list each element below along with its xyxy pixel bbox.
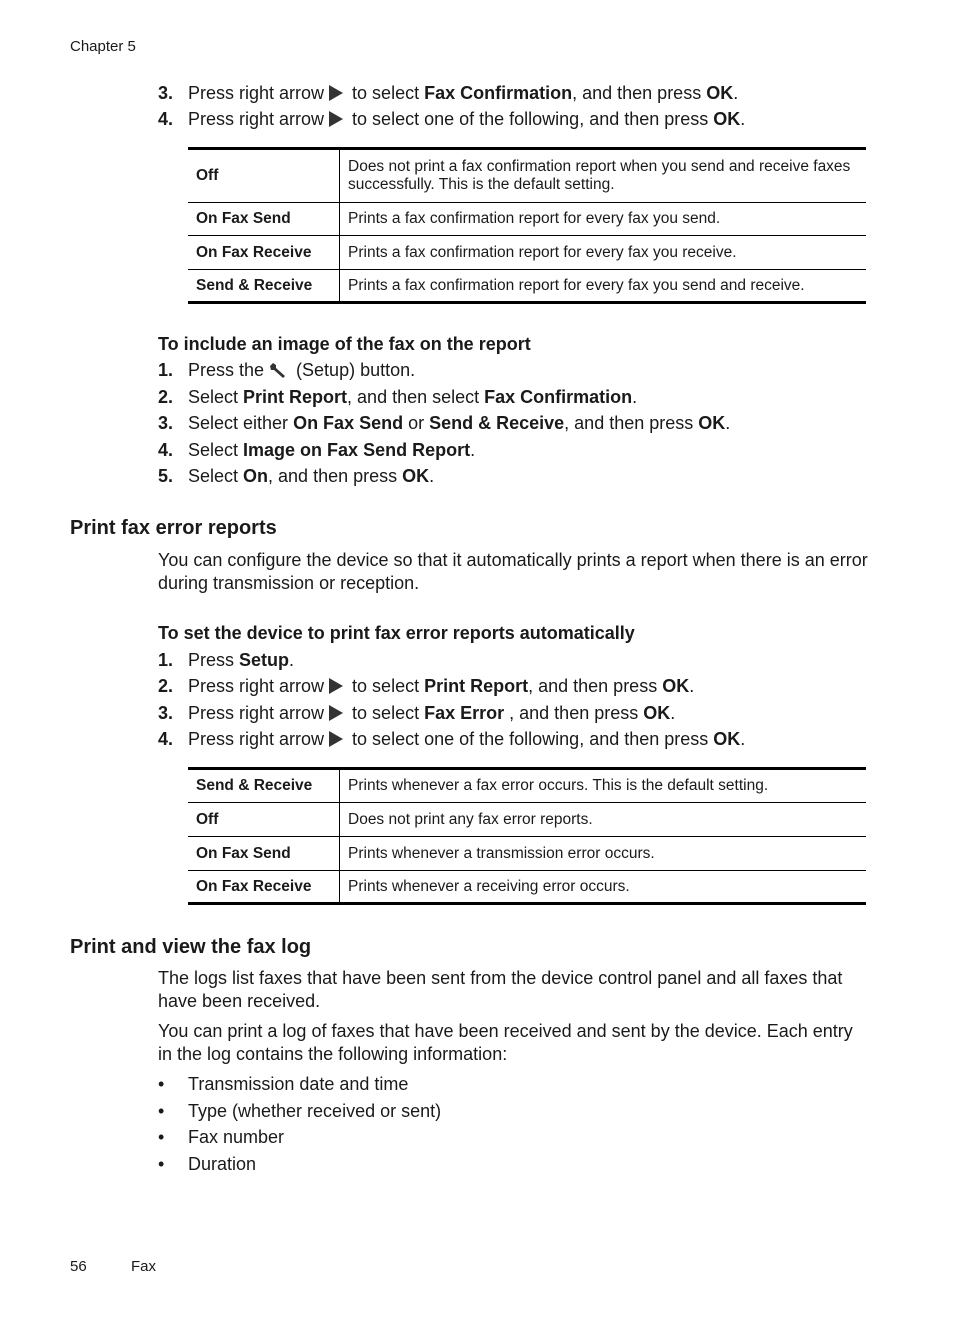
option-description: Does not print a fax confirmation report when you send and receive faxes successfully. This is the default setting. <box>340 149 867 203</box>
right-arrow-icon <box>329 85 343 101</box>
section-heading-fax-log: Print and view the fax log <box>70 936 312 958</box>
table-row <box>188 803 866 837</box>
option-name: Off <box>188 149 340 203</box>
step-4-select-error-option: 4. Press right arrow to select one of the following, and then press OK. <box>158 729 746 749</box>
step-3-select-fax-error: 3. Press right arrow to select Fax Error , and then press OK. <box>158 703 676 723</box>
list-item: • Transmission date and time <box>158 1074 409 1094</box>
fax-error-options-table <box>188 767 866 905</box>
list-item: • Fax number <box>158 1127 285 1147</box>
chapter-header: Chapter 5 <box>70 38 136 55</box>
page-number: 56 <box>70 1258 87 1275</box>
option-name: On Fax Receive <box>188 871 340 904</box>
wrench-setup-icon <box>269 362 287 384</box>
right-arrow-icon <box>329 705 343 721</box>
step-1-press-setup: 1. Press the (Setup) button. <box>158 359 415 384</box>
table-row <box>188 270 866 303</box>
option-name: On Fax Send <box>188 837 340 871</box>
fax-log-paragraph-2: You can print a log of faxes that have been received and sent by the device. Each entry in the log contains the following information: <box>158 1021 853 1064</box>
table-row <box>188 769 866 803</box>
option-description: Does not print any fax error reports. <box>340 803 867 837</box>
table-row <box>188 149 866 203</box>
option-name: Send & Receive <box>188 769 340 803</box>
step-1-press-setup-button: 1. Press Setup. <box>158 650 295 670</box>
procedure-title-include-image: To include an image of the fax on the report <box>158 334 531 354</box>
error-reports-intro: You can configure the device so that it automatically prints a report when there is an error during transmission or reception. <box>158 550 868 593</box>
step-4-select-option: 4. Press right arrow to select one of the following, and then press OK. <box>158 109 746 129</box>
option-description: Prints whenever a fax error occurs. This is the default setting. <box>340 769 867 803</box>
table-row <box>188 236 866 270</box>
footer-label: Fax <box>131 1258 157 1275</box>
step-3-fax-confirmation: 3. Press right arrow to select Fax Confirmation, and then press OK. <box>158 83 739 103</box>
procedure-title-error-reports: To set the device to print fax error reports automatically <box>158 623 635 643</box>
table-row <box>188 203 866 236</box>
step-2-select-print-report: 2. Press right arrow to select Print Report, and then press OK. <box>158 676 695 696</box>
step-4-image-on-send-report: 4. Select Image on Fax Send Report. <box>158 440 476 460</box>
option-name: On Fax Send <box>188 203 340 236</box>
step-5-select-on: 5. Select On, and then press OK. <box>158 466 435 486</box>
option-description: Prints whenever a transmission error occurs. <box>340 837 867 871</box>
option-name: On Fax Receive <box>188 236 340 270</box>
option-name: Off <box>188 803 340 837</box>
fax-log-paragraph-1: The logs list faxes that have been sent from the device control panel and all faxes that have been received. <box>158 968 843 1011</box>
right-arrow-icon <box>329 731 343 747</box>
option-description: Prints a fax confirmation report for every fax you send. <box>340 203 867 236</box>
section-heading-error-reports: Print fax error reports <box>70 517 277 539</box>
right-arrow-icon <box>329 111 343 127</box>
step-3-select-either: 3. Select either On Fax Send or Send & Receive, and then press OK. <box>158 413 731 433</box>
option-description: Prints a fax confirmation report for every fax you send and receive. <box>348 276 805 294</box>
table-row <box>188 871 866 904</box>
list-item: • Duration <box>158 1154 257 1174</box>
fax-confirmation-options-table <box>188 147 866 304</box>
step-2-print-report: 2. Select Print Report, and then select Fax Confirmation. <box>158 387 638 407</box>
table-row <box>188 837 866 871</box>
right-arrow-icon <box>329 678 343 694</box>
option-name: Send & Receive <box>188 270 340 303</box>
option-description: Prints whenever a receiving error occurs. <box>348 877 630 895</box>
list-item: • Type (whether received or sent) <box>158 1101 442 1121</box>
option-description: Prints a fax confirmation report for every fax you receive. <box>340 236 867 270</box>
